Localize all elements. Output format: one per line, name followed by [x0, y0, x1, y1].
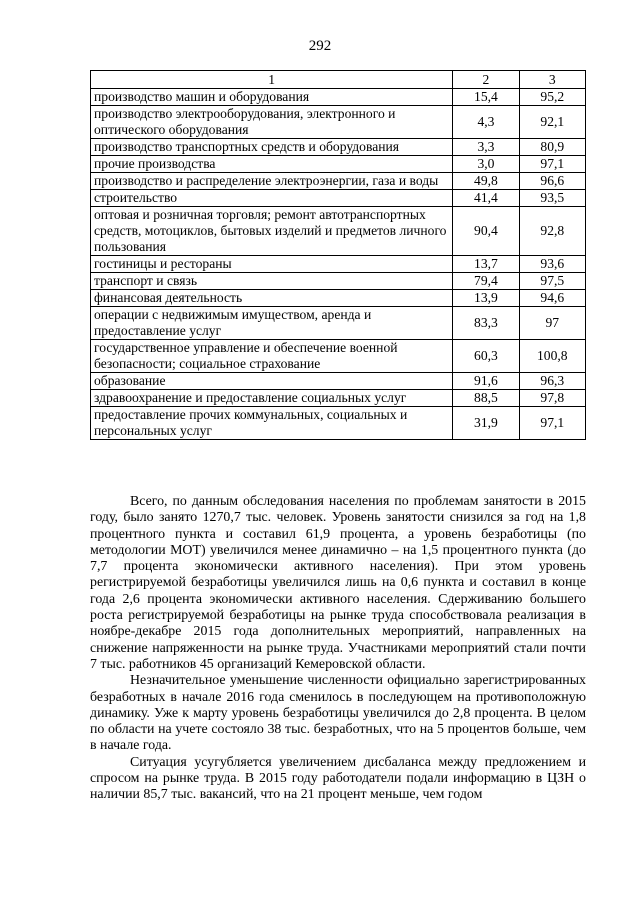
paragraph: Незначительное уменьшение численности официально зарегистрированных безработных в начале 2016 года сменилось в последующем на противоположную динамику. Уже к марту уровень безработицы увеличился до 2,8 процента. В целом по области на учете состояло 38 тыс. безработных, что на 5 процентов больше, чем в начале года.	[90, 673, 586, 754]
table-row	[91, 290, 586, 307]
value-cell: 3,0	[453, 156, 519, 173]
value-cell: 49,8	[453, 173, 519, 190]
row-label-cell: оптовая и розничная торговля; ремонт автотранспортных средств, мотоциклов, бытовых изделий и предметов личного пользования	[91, 207, 453, 256]
table-row	[91, 207, 586, 256]
table-row	[91, 390, 586, 407]
page-number: 292	[308, 38, 332, 54]
value-cell: 41,4	[453, 190, 519, 207]
value-cell: 94,6	[519, 290, 585, 307]
value-cell: 83,3	[453, 307, 519, 340]
row-label-cell: производство машин и оборудования	[91, 89, 453, 106]
value-cell: 95,2	[519, 89, 585, 106]
value-cell: 97	[519, 307, 585, 340]
header-cell: 2	[453, 71, 519, 89]
data-table	[90, 70, 586, 440]
value-cell: 13,7	[453, 256, 519, 273]
paragraph: Всего, по данным обследования населения по проблемам занятости в 2015 году, было занято 1270,7 тыс. человек. Уровень занятости снизился за год на 1,8 процентного пункта и составил 61,9 процента, а уровень безработицы (по методологии МОТ) увеличился менее динамично – на 1,5 процентного пункта (до 7,7 процента экономически активного населения). При этом уровень регистрируемой безработицы увеличился лишь на 0,6 пункта и составил в конце года 2,6 процента экономически активного населения. Сдерживанию большего роста регистрируемой безработицы на рынке труда способствовала реализация в ноябре-декабре 2015 года дополнительных мероприятий, направленных на снижение напряженности на рынке труда. Участниками мероприятий стали почти 7 тыс. работников 45 организаций Кемеровской области.	[90, 494, 586, 672]
value-cell: 92,8	[519, 207, 585, 256]
value-cell: 97,1	[519, 156, 585, 173]
value-cell: 90,4	[453, 207, 519, 256]
table-row	[91, 273, 586, 290]
value-cell: 3,3	[453, 139, 519, 156]
value-cell: 4,3	[453, 106, 519, 139]
value-cell: 93,6	[519, 256, 585, 273]
value-cell: 92,1	[519, 106, 585, 139]
row-label-cell: производство транспортных средств и оборудования	[91, 139, 453, 156]
header-cell: 1	[91, 71, 453, 89]
value-cell: 97,1	[519, 407, 585, 440]
value-cell: 79,4	[453, 273, 519, 290]
row-label-cell: гостиницы и рестораны	[91, 256, 453, 273]
row-label-cell: строительство	[91, 190, 453, 207]
value-cell: 93,5	[519, 190, 585, 207]
table-header-row	[91, 71, 586, 89]
body-text	[90, 494, 586, 804]
value-cell: 13,9	[453, 290, 519, 307]
value-cell: 97,5	[519, 273, 585, 290]
row-label-cell: государственное управление и обеспечение военной безопасности; социальное страхование	[91, 340, 453, 373]
table-row	[91, 407, 586, 440]
value-cell: 96,6	[519, 173, 585, 190]
table-row	[91, 340, 586, 373]
row-label-cell: транспорт и связь	[91, 273, 453, 290]
row-label-cell: прочие производства	[91, 156, 453, 173]
row-label-cell: производство электрооборудования, электронного и оптического оборудования	[91, 106, 453, 139]
value-cell: 96,3	[519, 373, 585, 390]
row-label-cell: финансовая деятельность	[91, 290, 453, 307]
row-label-cell: производство и распределение электроэнергии, газа и воды	[91, 173, 453, 190]
value-cell: 88,5	[453, 390, 519, 407]
table-row	[91, 139, 586, 156]
value-cell: 100,8	[519, 340, 585, 373]
value-cell: 97,8	[519, 390, 585, 407]
table-row	[91, 89, 586, 106]
table-row	[91, 106, 586, 139]
table-row	[91, 373, 586, 390]
table-row	[91, 173, 586, 190]
row-label-cell: предоставление прочих коммунальных, социальных и персональных услуг	[91, 407, 453, 440]
row-label-cell: здравоохранение и предоставление социальных услуг	[91, 390, 453, 407]
value-cell: 91,6	[453, 373, 519, 390]
value-cell: 60,3	[453, 340, 519, 373]
table-row	[91, 307, 586, 340]
value-cell: 80,9	[519, 139, 585, 156]
paragraph: Ситуация усугубляется увеличением дисбаланса между предложением и спросом на рынке труда. В 2015 году работодатели подали информацию в ЦЗН о наличии 85,7 тыс. вакансий, что на 21 процент меньше, чем годом	[90, 754, 586, 803]
table-row	[91, 190, 586, 207]
row-label-cell: операции с недвижимым имуществом, аренда и предоставление услуг	[91, 307, 453, 340]
table-row	[91, 256, 586, 273]
table-row	[91, 156, 586, 173]
value-cell: 31,9	[453, 407, 519, 440]
value-cell: 15,4	[453, 89, 519, 106]
header-cell: 3	[519, 71, 585, 89]
row-label-cell: образование	[91, 373, 453, 390]
